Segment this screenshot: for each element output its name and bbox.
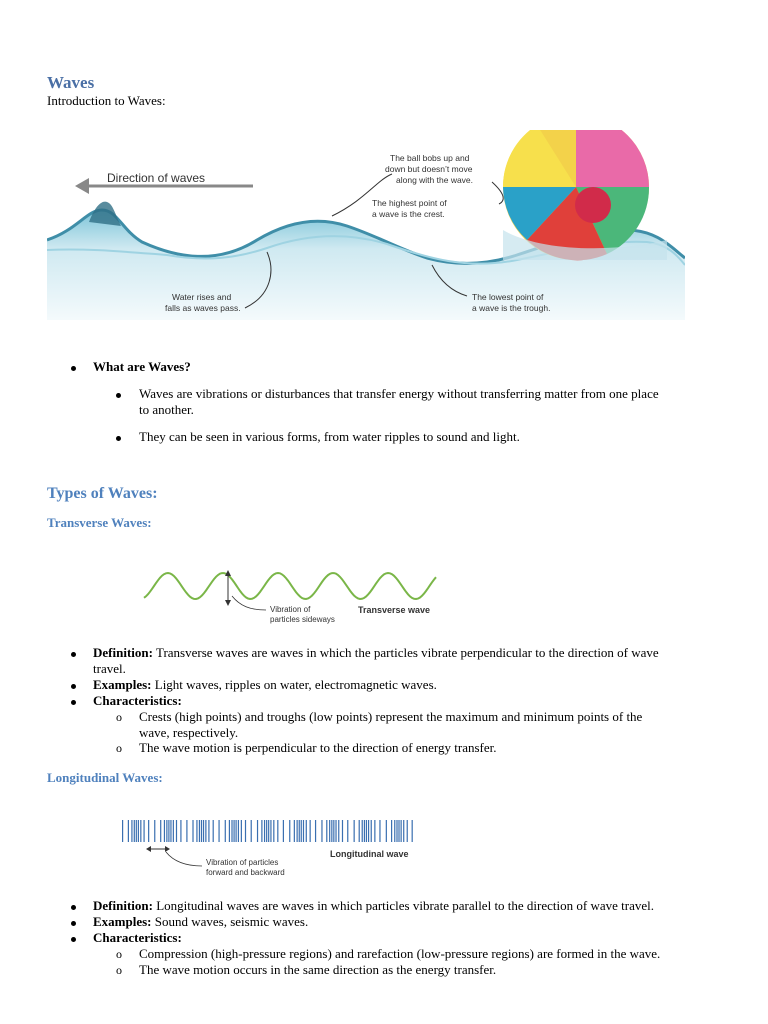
transverse-char1: Crests (high points) and troughs (low points) represent the maximum and minimum points of the wave, respectively. bbox=[139, 709, 643, 740]
svg-text:Transverse wave: Transverse wave bbox=[358, 605, 431, 615]
bullet-dot bbox=[71, 700, 76, 705]
bullet-dot bbox=[116, 393, 121, 398]
types-heading: Types of Waves: bbox=[47, 485, 158, 502]
transverse-characteristics: Characteristics: bbox=[93, 693, 182, 708]
bullet-dot bbox=[71, 652, 76, 657]
longitudinal-definition: Definition: Longitudinal waves are waves in which particles vibrate parallel to the direction of wave travel. bbox=[93, 898, 654, 913]
longitudinal-heading: Longitudinal Waves: bbox=[47, 770, 163, 785]
sub-bullet: o bbox=[116, 741, 122, 755]
longitudinal-wave-diagram bbox=[118, 812, 418, 882]
intro-text: Introduction to Waves: bbox=[47, 93, 166, 108]
transverse-wave-diagram bbox=[140, 560, 440, 630]
bullet-dot bbox=[71, 684, 76, 689]
ball-note: The ball bobs up and down but doesn’t move along with the wave. bbox=[385, 153, 474, 185]
trough-note: The lowest point of a wave is the trough. bbox=[472, 292, 551, 313]
sub-bullet: o bbox=[116, 947, 122, 961]
longitudinal-examples: Examples: Sound waves, seismic waves. bbox=[93, 914, 309, 929]
bullet-dot bbox=[71, 905, 76, 910]
transverse-definition: Definition: Transverse waves are waves in which the particles vibrate perpendicular to the direction of wave travel. bbox=[93, 645, 659, 676]
bullet-dot bbox=[71, 366, 76, 371]
bullet-dot bbox=[71, 921, 76, 926]
what-are-line2: They can be seen in various forms, from water ripples to sound and light. bbox=[139, 429, 520, 444]
sub-bullet: o bbox=[116, 963, 122, 977]
crest-note: The highest point of a wave is the crest. bbox=[372, 198, 447, 219]
longitudinal-char2: The wave motion occurs in the same direction as the energy transfer. bbox=[139, 962, 497, 977]
svg-text:Vibration ofparticles sideways: Vibration of particles sideways bbox=[270, 605, 335, 624]
page-title: Waves bbox=[47, 73, 95, 92]
transverse-examples: Examples: Light waves, ripples on water, electromagnetic waves. bbox=[93, 677, 437, 692]
transverse-heading: Transverse Waves: bbox=[47, 515, 152, 530]
direction-label: Direction of waves bbox=[107, 171, 206, 185]
longitudinal-char1: Compression (high-pressure regions) and rarefaction (low-pressure regions) are formed in the wave. bbox=[139, 946, 661, 961]
longitudinal-characteristics: Characteristics: bbox=[93, 930, 182, 945]
wave-ball-figure bbox=[47, 130, 685, 320]
sub-bullet: o bbox=[116, 710, 122, 724]
what-are-line1: Waves are vibrations or disturbances that transfer energy without transferring matter from one place to another. bbox=[139, 386, 659, 417]
bullet-dot bbox=[116, 436, 121, 441]
transverse-char2: The wave motion is perpendicular to the direction of energy transfer. bbox=[139, 740, 497, 755]
water-note: Water rises and falls as waves pass. bbox=[165, 292, 241, 313]
svg-text:Vibration of particlesforward: Vibration of particles forward and backward bbox=[206, 858, 285, 877]
bullet-dot bbox=[71, 937, 76, 942]
svg-text:Longitudinal wave: Longitudinal wave bbox=[330, 849, 409, 859]
what-are-heading: What are Waves? bbox=[93, 359, 191, 374]
